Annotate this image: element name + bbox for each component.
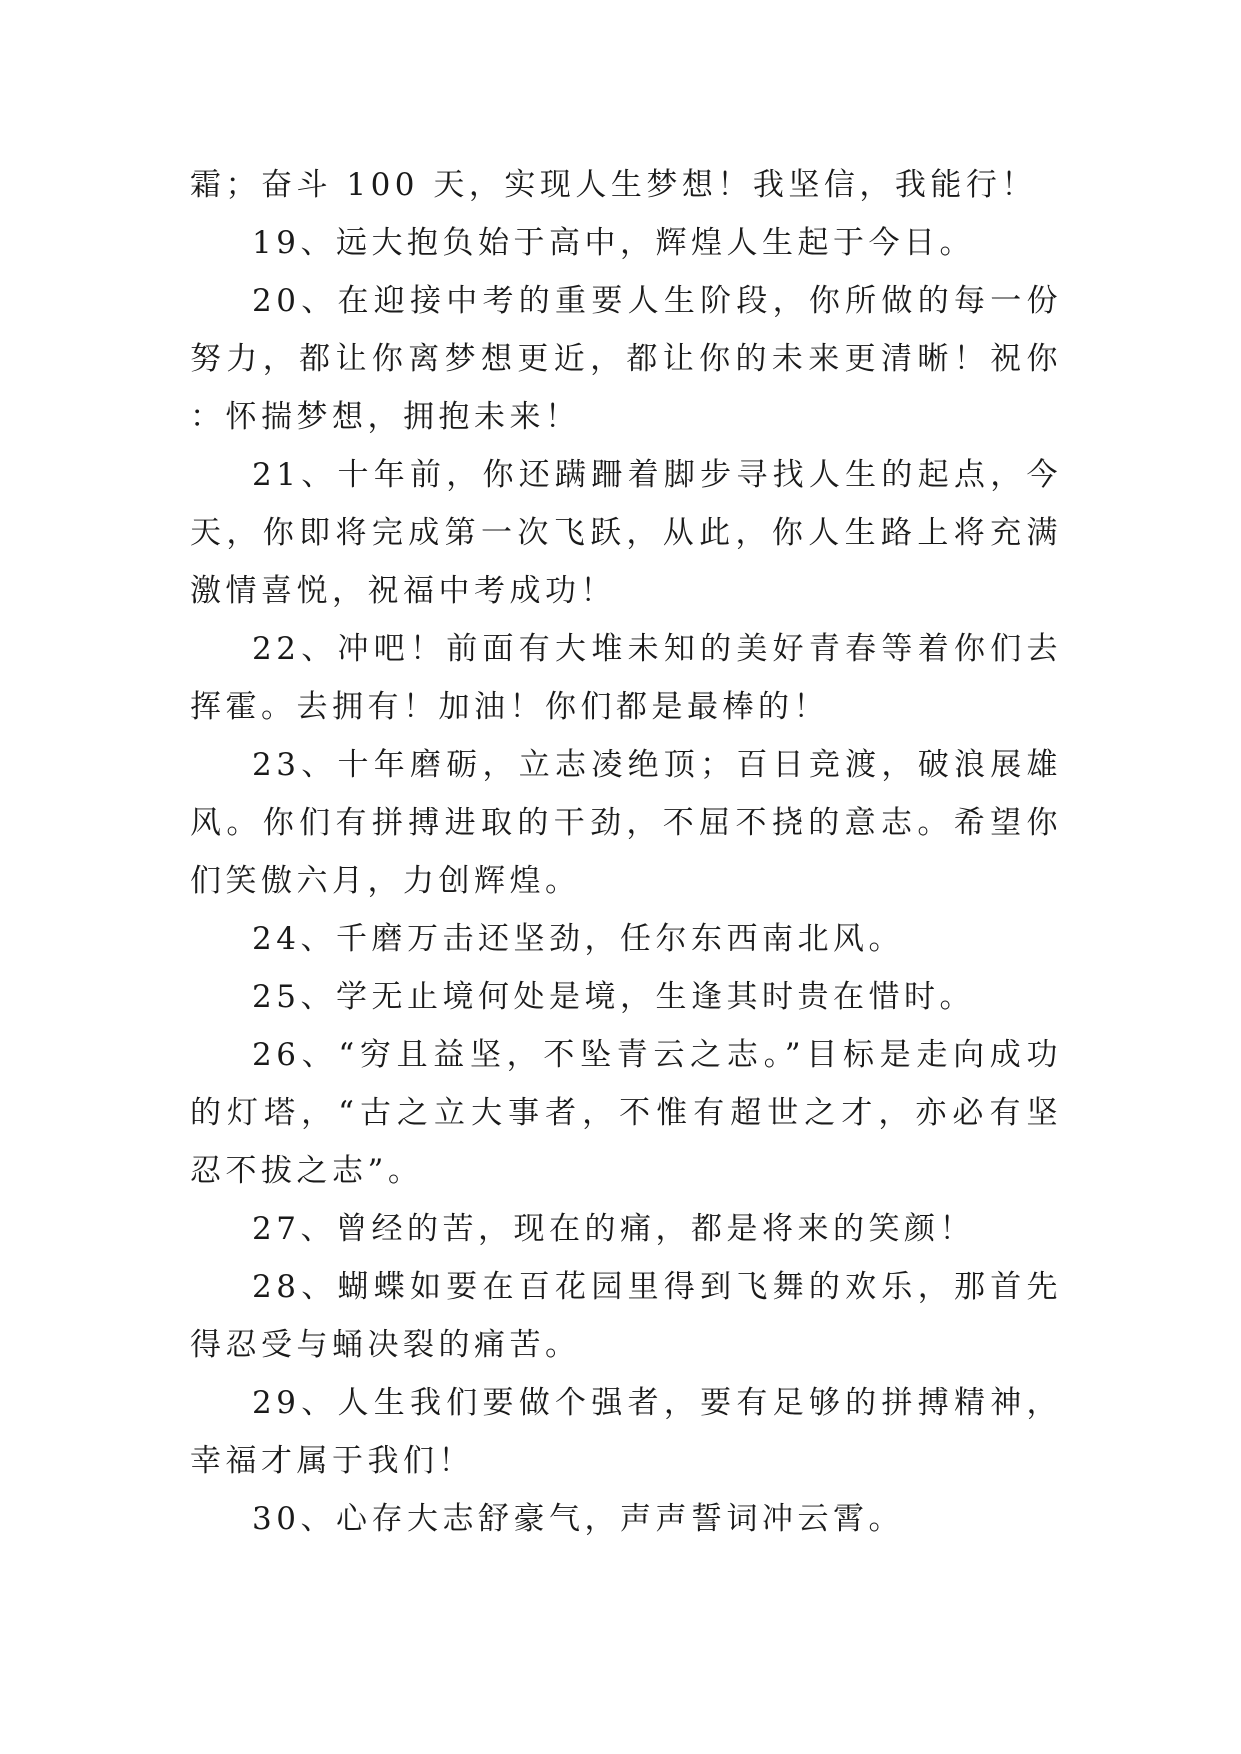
paragraph-item-22: 22、冲吧！前面有大堆未知的美好青春等着你们去挥霍。去拥有！加油！你们都是最棒的！ <box>190 631 1062 725</box>
paragraph-item-28: 28、蝴蝶如要在百花园里得到飞舞的欢乐，那首先得忍受与蛹决裂的痛苦。 <box>190 1269 1062 1363</box>
document-body <box>190 156 1062 1548</box>
paragraph-item-21: 21、十年前，你还蹒跚着脚步寻找人生的起点，今天，你即将完成第一次飞跃，从此，你人生路上将充满激情喜悦，祝福中考成功！ <box>190 457 1062 609</box>
paragraph-item-25: 25、学无止境何处是境，生逢其时贵在惜时。 <box>252 979 975 1015</box>
paragraph-item-20: 20、在迎接中考的重要人生阶段，你所做的每一份努力，都让你离梦想更近，都让你的未来更清晰！祝你：怀揣梦想，拥抱未来！ <box>190 283 1062 435</box>
paragraph-item-26: 26、“穷且益坚，不坠青云之志。”目标是走向成功的灯塔，“古之立大事者，不惟有超世之才，亦必有坚忍不拔之志”。 <box>190 1037 1062 1189</box>
paragraph-item-27: 27、曾经的苦，现在的痛，都是将来的笑颜！ <box>252 1211 975 1247</box>
paragraph-item-30: 30、心存大志舒豪气，声声誓词冲云霄。 <box>252 1501 904 1537</box>
paragraph-item-19: 19、远大抱负始于高中，辉煌人生起于今日。 <box>252 225 975 261</box>
paragraph-item-29: 29、人生我们要做个强者，要有足够的拼搏精神，幸福才属于我们！ <box>190 1385 1062 1479</box>
paragraph-continuation: 霜；奋斗 100 天，实现人生梦想！我坚信，我能行！ <box>190 167 1037 203</box>
paragraph-item-24: 24、千磨万击还坚劲，任尔东西南北风。 <box>252 921 904 957</box>
paragraph-item-23: 23、十年磨砺，立志凌绝顶；百日竞渡，破浪展雄风。你们有拼搏进取的干劲，不屈不挠的意志。希望你们笑傲六月，力创辉煌。 <box>190 747 1062 899</box>
